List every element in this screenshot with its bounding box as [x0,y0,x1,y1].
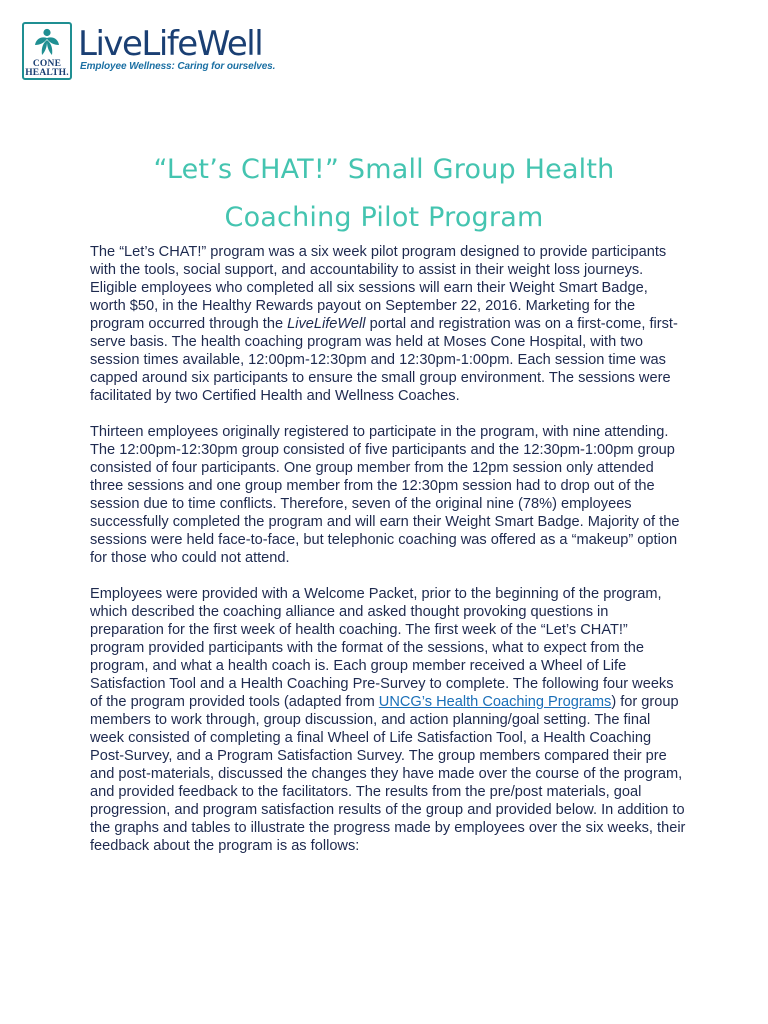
body-content [90,243,686,873]
header-logo [22,22,275,80]
cone-health-logo [22,22,72,80]
page-title [0,146,768,242]
uncg-health-coaching-link[interactable]: UNCG’s Health Coaching Programs [378,694,612,710]
paragraph-1-part-b: portal and registration was on a first-come, first-serve basis. The health coaching program was held at Moses Cone Hospital, with two session times available, 12:00pm-12:30pm and 12:30pm-1:00pm. Each session time was capped around six participants to ensure the small group environment. The sessions were facilitated by two Certified Health and Wellness Coaches. [90,316,678,404]
title-line-1: “Let’s CHAT!” Small Group Health [153,154,615,185]
paragraph-1 [90,243,686,405]
cone-health-figure-icon [33,28,61,58]
paragraph-3-part-b: ) for group members to work through, group discussion, and action planning/goal setting. The final week consisted of completing a final Wheel of Life Satisfaction Tool, a Health Coaching Post-Survey, and a Program Satisfaction Survey. The group members compared their pre and post-materials, discussed the changes they have made over the course of the program, and provided feedback to the facilitators. The results from the pre/post materials, goal progression, and program satisfaction results of the group and provided below. In addition to the graphs and tables to illustrate the progress made by employees over the six weeks, their feedback about the program is as follows: [90,694,686,854]
livelifewell-emphasis: LiveLifeWell [287,316,366,332]
paragraph-3-part-a: Employees were provided with a Welcome Packet, prior to the beginning of the program, which described the coaching alliance and asked thought provoking questions in preparation for the first week of health coaching. The first week of the “Let’s CHAT!” program provided participants with the format of the sessions, what to expect from the program, and what a health coach is. Each group member received a Wheel of Life Satisfaction Tool and a Health Coaching Pre-Survey to complete. The following four weeks of the program provided tools (adapted from [90,586,674,710]
brand-name: LiveLifeWell [78,24,263,64]
paragraph-1-part-a: The “Let’s CHAT!” program was a six week pilot program designed to provide participants with the tools, social support, and accountability to assist in their weight loss journeys. Eligible employees who completed all six sessions will earn their Weight Smart Badge, worth $50, in the Healthy Rewards payout on September 22, 2016. Marketing for the program occurred through the [90,244,667,332]
paragraph-3 [90,585,686,855]
brand-block [78,25,275,72]
org-name: CONE HEALTH. [25,59,69,78]
brand-tagline: Employee Wellness: Caring for ourselves. [80,61,276,72]
title-line-2: Coaching Pilot Program [224,202,544,233]
paragraph-2: Thirteen employees originally registered to participate in the program, with nine attending. The 12:00pm-12:30pm group consisted of five participants and the 12:30pm-1:00pm group consisted of four participants. One group member from the 12pm session only attended three sessions and one group member from the 12:30pm session had to drop out of the session due to time conflicts. Therefore, seven of the original nine (78%) employees successfully completed the program and will earn their Weight Smart Badge. Majority of the sessions were held face-to-face, but telephonic coaching was offered as a “makeup” option for those who could not attend. [90,424,680,566]
